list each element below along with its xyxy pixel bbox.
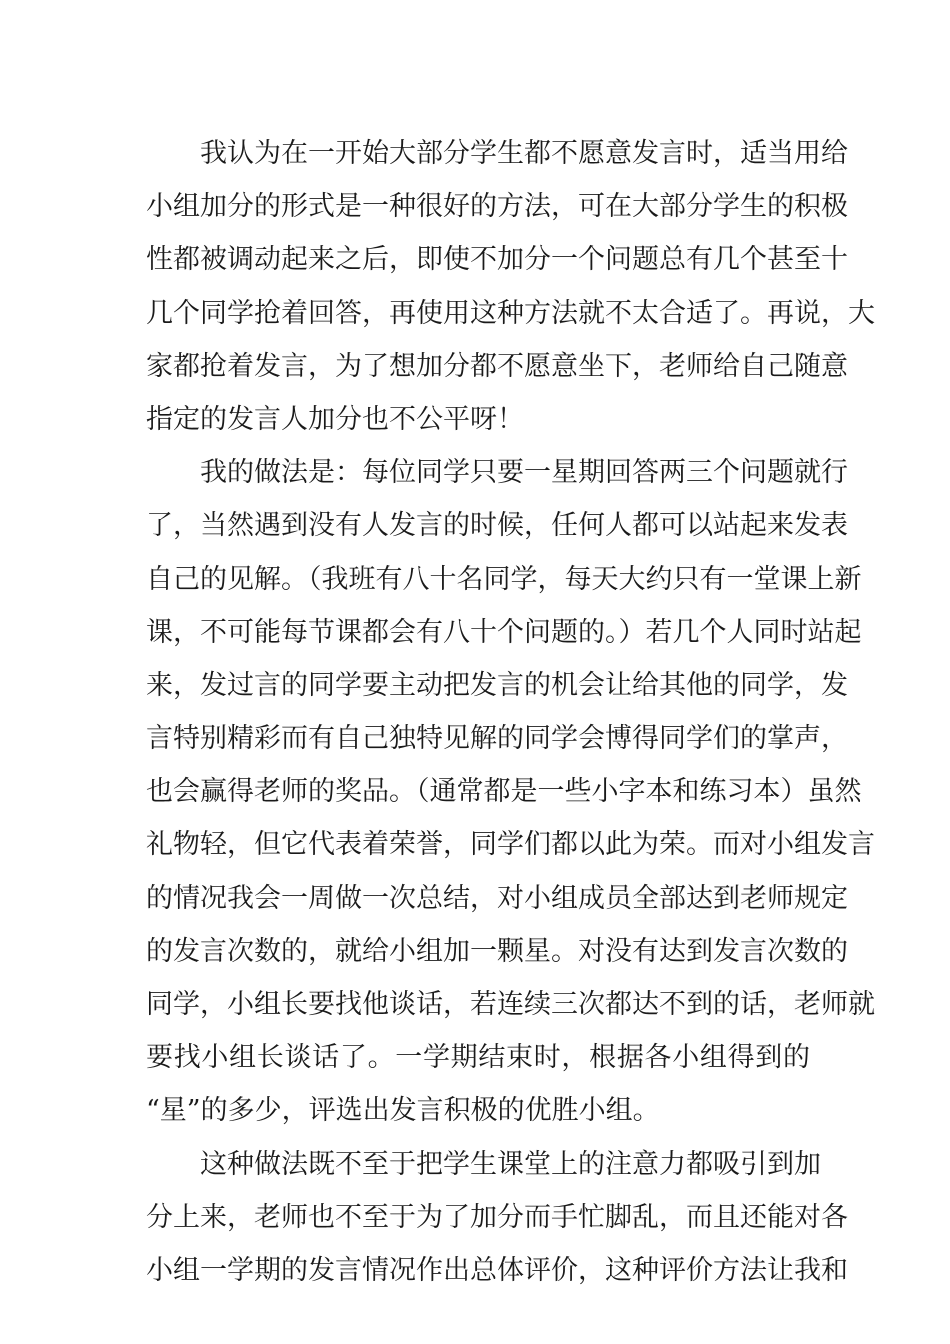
text-line: 家都抢着发言，为了想加分都不愿意坐下，老师给自己随意 bbox=[146, 350, 848, 382]
text-line: 分上来，老师也不至于为了加分而手忙脚乱，而且还能对各 bbox=[146, 1201, 848, 1233]
text-line: 了，当然遇到没有人发言的时候，任何人都可以站起来发表 bbox=[146, 510, 848, 542]
text-line: 同学，小组长要找他谈话，若连续三次都达不到的话，老师就 bbox=[146, 989, 875, 1020]
text-line: 来，发过言的同学要主动把发言的机会让给其他的同学，发 bbox=[146, 669, 848, 701]
text-line: 言特别精彩而有自己独特见解的同学会博得同学们的掌声， bbox=[146, 723, 848, 755]
paragraph-3 bbox=[146, 1138, 848, 1298]
text-line: 课，不可能每节课都会有八十个问题的。）若几个人同时站起 bbox=[146, 616, 862, 648]
text-line: 自己的见解。（我班有八十名同学，每天大约只有一堂课上新 bbox=[146, 563, 862, 595]
paragraph-2 bbox=[146, 446, 875, 1137]
text-line: 要找小组长谈话了。一学期结束时，根据各小组得到的 bbox=[146, 1042, 810, 1074]
text-line: “星”的多少，评选出发言积极的优胜小组。 bbox=[146, 1095, 660, 1127]
text-line: 小组一学期的发言情况作出总体评价，这种评价方法让我和 bbox=[146, 1254, 848, 1286]
text-line: 也会赢得老师的奖品。（通常都是一些小字本和练习本）虽然 bbox=[146, 776, 862, 808]
text-line: 指定的发言人加分也不公平呀！ bbox=[146, 403, 524, 435]
text-line: 礼物轻，但它代表着荣誉，同学们都以此为荣。而对小组发言 bbox=[146, 829, 875, 861]
text-line: 这种做法既不至于把学生课堂上的注意力都吸引到加 bbox=[200, 1148, 821, 1180]
text-line: 的情况我会一周做一次总结，对小组成员全部达到老师规定 bbox=[146, 882, 848, 914]
text-line: 小组加分的形式是一种很好的方法，可在大部分学生的积极 bbox=[146, 191, 848, 223]
text-line: 的发言次数的，就给小组加一颗星。对没有达到发言次数的 bbox=[146, 935, 848, 967]
text-line: 我的做法是：每位同学只要一星期回答两三个问题就行 bbox=[200, 457, 848, 489]
document-body bbox=[146, 127, 875, 1297]
text-line: 我认为在一开始大部分学生都不愿意发言时，适当用给 bbox=[200, 138, 848, 169]
text-line: 性都被调动起来之后，即使不加分一个问题总有几个甚至十 bbox=[146, 244, 848, 276]
paragraph-1 bbox=[146, 127, 875, 446]
text-line: 几个同学抢着回答，再使用这种方法就不太合适了。再说，大 bbox=[146, 297, 875, 329]
